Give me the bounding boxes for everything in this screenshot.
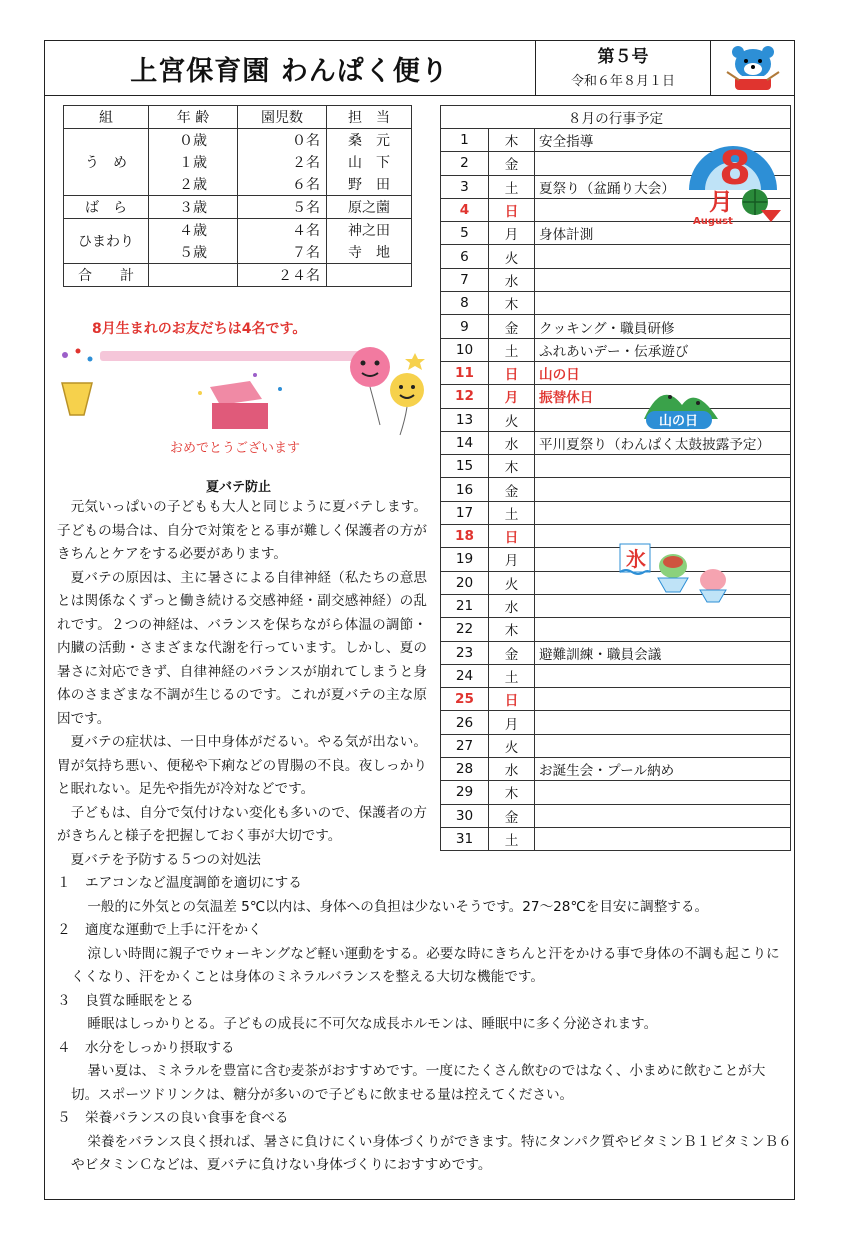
table-row — [64, 196, 412, 219]
event-weekday: 日 — [489, 525, 535, 548]
table-row — [64, 219, 412, 242]
event-weekday: 土 — [489, 338, 535, 361]
count: ５名 — [238, 196, 327, 219]
teacher: 野 田 — [327, 173, 412, 196]
age: ５歳 — [149, 241, 238, 264]
event-row — [441, 758, 791, 781]
tip-body: 暑い夏は、ミネラルを豊富に含む麦茶がおすすめです。一度にたくさん飲むのではなく、小まめに飲むことが大切。スポーツドリンクは、糖分が多いので子どもに飲ませる量は控えてください。 — [71, 1063, 766, 1103]
tip-number: １ — [57, 875, 71, 891]
event-text — [535, 827, 791, 850]
event-weekday: 金 — [489, 804, 535, 827]
tip-heading — [57, 872, 792, 896]
issue-date: 令和６年８月１日 — [570, 74, 675, 89]
article-paragraph: 夏バテを予防する５つの対処法 — [70, 851, 261, 868]
event-weekday: 日 — [489, 688, 535, 711]
article-title: 夏バテ防止 — [206, 480, 272, 495]
event-text — [535, 664, 791, 687]
event-text — [535, 618, 791, 641]
count: ２名 — [238, 151, 327, 173]
table-row — [64, 129, 412, 152]
tip-heading — [57, 1037, 792, 1061]
total-count: ２４名 — [238, 264, 327, 287]
article-paragraph: 元気いっぱいの子どもも大人と同じように夏バテします。子どもの場合は、自分で対策をとる事が難しく保護者の方がきちんとケアをする必要があります。 — [57, 499, 427, 562]
teacher: 原之薗 — [327, 196, 412, 219]
age: ２歳 — [149, 173, 238, 196]
tip-heading-text: 適度な運動で上手に汗をかく — [85, 922, 262, 938]
bear-drummer-icon — [713, 42, 793, 94]
event-weekday: 火 — [489, 571, 535, 594]
august-en: August — [693, 216, 733, 227]
event-text: 山の日 — [535, 361, 791, 384]
age: ４歳 — [149, 219, 238, 242]
tip-body: 涼しい時間に親子でウォーキングなど軽い運動をする。必要な時にきちんと汗をかける事で身体の不調も起こりにくくなり、汗をかくことは身体のミネラルバランスを整える大切な機能です。 — [71, 945, 780, 985]
august-calendar-icon — [683, 132, 783, 227]
event-weekday: 水 — [489, 431, 535, 454]
event-row — [441, 571, 791, 594]
event-weekday: 月 — [489, 385, 535, 408]
group-name: ひまわり — [64, 219, 149, 264]
event-weekday: 水 — [489, 268, 535, 291]
group-name: ば ら — [64, 196, 149, 219]
event-text — [535, 781, 791, 804]
age: １歳 — [149, 151, 238, 173]
total-empty — [327, 264, 412, 287]
event-weekday: 土 — [489, 175, 535, 198]
event-row — [441, 361, 791, 384]
event-day: 20 — [441, 571, 489, 594]
event-weekday: 木 — [489, 129, 535, 152]
event-text — [535, 478, 791, 501]
event-row — [441, 408, 791, 431]
event-weekday: 金 — [489, 478, 535, 501]
event-row — [441, 268, 791, 291]
event-text: 夏祭り（盆踊り大会） — [535, 175, 791, 198]
event-weekday: 金 — [489, 641, 535, 664]
age: ３歳 — [149, 196, 238, 219]
event-weekday: 木 — [489, 455, 535, 478]
total-label: 合 計 — [64, 264, 149, 287]
event-row — [441, 455, 791, 478]
event-text: 振替休日 — [535, 385, 791, 408]
event-text: 平川夏祭り（わんぱく太鼓披露予定） — [535, 431, 791, 454]
event-weekday: 木 — [489, 781, 535, 804]
event-day: 27 — [441, 734, 489, 757]
issue-number: 第５号 — [597, 47, 649, 67]
event-day: 21 — [441, 594, 489, 617]
group-name: う め — [64, 129, 149, 196]
event-day: 22 — [441, 618, 489, 641]
article-paragraph: 子どもは、自分で気付けない変化も多いので、保護者の方がきちんと様子を把握しておく事が大切です。 — [57, 804, 427, 844]
ice-label: 氷 — [626, 547, 646, 571]
event-weekday: 月 — [489, 711, 535, 734]
event-day: 10 — [441, 338, 489, 361]
header-count: 園児数 — [238, 106, 327, 129]
event-day: 1 — [441, 129, 489, 152]
header-divider-2 — [710, 40, 711, 96]
count: ７名 — [238, 241, 327, 264]
event-weekday: 土 — [489, 664, 535, 687]
total-empty — [149, 264, 238, 287]
tip-heading-text: 良質な睡眠をとる — [85, 992, 194, 1009]
event-day: 24 — [441, 664, 489, 687]
event-day: 13 — [441, 408, 489, 431]
event-weekday: 金 — [489, 315, 535, 338]
event-day: 7 — [441, 268, 489, 291]
event-text: ふれあいデー・伝承遊び — [535, 338, 791, 361]
teacher: 山 下 — [327, 151, 412, 173]
event-row — [441, 245, 791, 268]
header-age: 年 齢 — [149, 106, 238, 129]
event-weekday: 月 — [489, 548, 535, 571]
event-row — [441, 781, 791, 804]
event-row — [441, 292, 791, 315]
article-paragraph: 夏バテの症状は、一日中身体がだるい。やる気が出ない。胃が気持ち悪い、便秘や下痢などの胃腸の不良。夜しっかりと眠れない。足先や指先が冷対などです。 — [57, 734, 427, 797]
tip-body: 栄養をバランス良く摂れば、暑さに負けにくい身体づくりができます。特にタンパク質やビタミンＢ１ビタミンＢ６やビタミンＣなどは、夏バテに負けない身体づくりにおすすめです。 — [71, 1133, 792, 1173]
event-text: クッキング・職員研修 — [535, 315, 791, 338]
event-day: 16 — [441, 478, 489, 501]
event-text — [535, 245, 791, 268]
tip-heading — [57, 919, 792, 943]
event-weekday: 土 — [489, 501, 535, 524]
mountain-day-icon — [640, 375, 720, 435]
newsletter-title: 上宮保育園 わんぱく便り — [130, 55, 449, 87]
event-row — [441, 478, 791, 501]
event-row — [441, 501, 791, 524]
event-day: 5 — [441, 222, 489, 245]
mountain-day-label: 山の日 — [659, 414, 699, 429]
congrats-text: おめでとうございます — [170, 441, 301, 456]
event-day: 6 — [441, 245, 489, 268]
event-text — [535, 711, 791, 734]
tip-heading — [57, 1107, 792, 1131]
event-day: 29 — [441, 781, 489, 804]
tip-number: ４ — [57, 1039, 71, 1056]
event-day: 11 — [441, 361, 489, 384]
event-day: 17 — [441, 501, 489, 524]
event-weekday: 土 — [489, 827, 535, 850]
event-day: 3 — [441, 175, 489, 198]
event-weekday: 日 — [489, 361, 535, 384]
shaved-ice-icon — [618, 540, 738, 610]
count: ６名 — [238, 173, 327, 196]
event-day: 18 — [441, 525, 489, 548]
event-day: 8 — [441, 292, 489, 315]
event-day: 9 — [441, 315, 489, 338]
event-text — [535, 734, 791, 757]
event-row — [441, 688, 791, 711]
event-text — [535, 268, 791, 291]
event-row — [441, 338, 791, 361]
count: ４名 — [238, 219, 327, 242]
august-number: 8 — [719, 141, 752, 195]
event-weekday: 水 — [489, 594, 535, 617]
event-day: 28 — [441, 758, 489, 781]
age: ０歳 — [149, 129, 238, 152]
event-weekday: 金 — [489, 152, 535, 175]
event-day: 15 — [441, 455, 489, 478]
event-row — [441, 618, 791, 641]
event-row — [441, 711, 791, 734]
birthday-notice: 8月生まれのお友だちは4名です。 — [92, 321, 307, 337]
event-weekday: 火 — [489, 245, 535, 268]
teacher: 神之田 — [327, 219, 412, 242]
event-day: 2 — [441, 152, 489, 175]
event-day: 26 — [441, 711, 489, 734]
tip-body: 睡眠はしっかりとる。子どもの成長に不可欠な成長ホルモンは、睡眠中に多く分泌されます。 — [87, 1016, 658, 1032]
event-weekday: 木 — [489, 292, 535, 315]
tip-number: ２ — [57, 922, 71, 938]
event-row — [441, 641, 791, 664]
tip-number: ５ — [57, 1110, 71, 1126]
header-teacher: 担 当 — [327, 106, 412, 129]
event-text: 避難訓練・職員会議 — [535, 641, 791, 664]
event-weekday: 日 — [489, 198, 535, 221]
tip-heading-text: エアコンなど温度調節を適切にする — [85, 875, 302, 891]
class-table — [63, 105, 412, 287]
event-row — [441, 315, 791, 338]
table-header-row — [64, 106, 412, 129]
event-day: 19 — [441, 548, 489, 571]
event-row — [441, 548, 791, 571]
event-row — [441, 827, 791, 850]
event-text: 身体計測 — [535, 222, 791, 245]
event-weekday: 水 — [489, 758, 535, 781]
events-title: ８月の行事予定 — [441, 106, 791, 129]
event-day: 4 — [441, 198, 489, 221]
event-row — [441, 385, 791, 408]
teacher: 寺 地 — [327, 241, 412, 264]
count: ０名 — [238, 129, 327, 152]
event-day: 14 — [441, 431, 489, 454]
event-text — [535, 501, 791, 524]
tip-body: 一般的に外気との気温差 5℃以内は、身体への負担は少ないそうです。27～28℃を目安に調整する。 — [87, 898, 709, 915]
event-weekday: 火 — [489, 734, 535, 757]
event-weekday: 火 — [489, 408, 535, 431]
events-body — [441, 129, 791, 851]
article-body — [57, 496, 427, 872]
event-text — [535, 292, 791, 315]
event-row — [441, 431, 791, 454]
tip-heading — [57, 990, 792, 1014]
event-text — [535, 455, 791, 478]
event-row — [441, 664, 791, 687]
event-row — [441, 525, 791, 548]
event-day: 30 — [441, 804, 489, 827]
header-group: 組 — [64, 106, 149, 129]
event-day: 31 — [441, 827, 489, 850]
tip-heading-text: 栄養バランスの良い食事を食べる — [85, 1110, 289, 1126]
event-weekday: 木 — [489, 618, 535, 641]
article-paragraph: 夏バテの原因は、主に暑さによる自律神経（私たちの意思とは関係なくずっと働き続ける交感神経・副交感神経）の乱れです。２つの神経は、バランスを保ちながら体温の調節・内臓の活動・さまざまな代謝を行っています。しかし、夏の暑さに対応できず、自律神経のバランスが崩れてしまうと身体のさまざまな不調が生じるのです。これが夏バテの主な原因です。 — [57, 569, 427, 727]
event-weekday: 月 — [489, 222, 535, 245]
event-day: 23 — [441, 641, 489, 664]
teacher: 桑 元 — [327, 129, 412, 152]
event-text: お誕生会・プール納め — [535, 758, 791, 781]
table-total-row — [64, 264, 412, 287]
event-day: 25 — [441, 688, 489, 711]
event-day: 12 — [441, 385, 489, 408]
event-text — [535, 804, 791, 827]
event-text: 安全指導 — [535, 129, 791, 152]
august-kanji: 月 — [709, 188, 733, 216]
event-row — [441, 594, 791, 617]
event-row — [441, 804, 791, 827]
tip-heading-text: 水分をしっかり摂取する — [85, 1039, 235, 1056]
tips-list — [57, 872, 792, 1178]
event-row — [441, 734, 791, 757]
tip-number: ３ — [57, 992, 71, 1009]
event-text — [535, 688, 791, 711]
